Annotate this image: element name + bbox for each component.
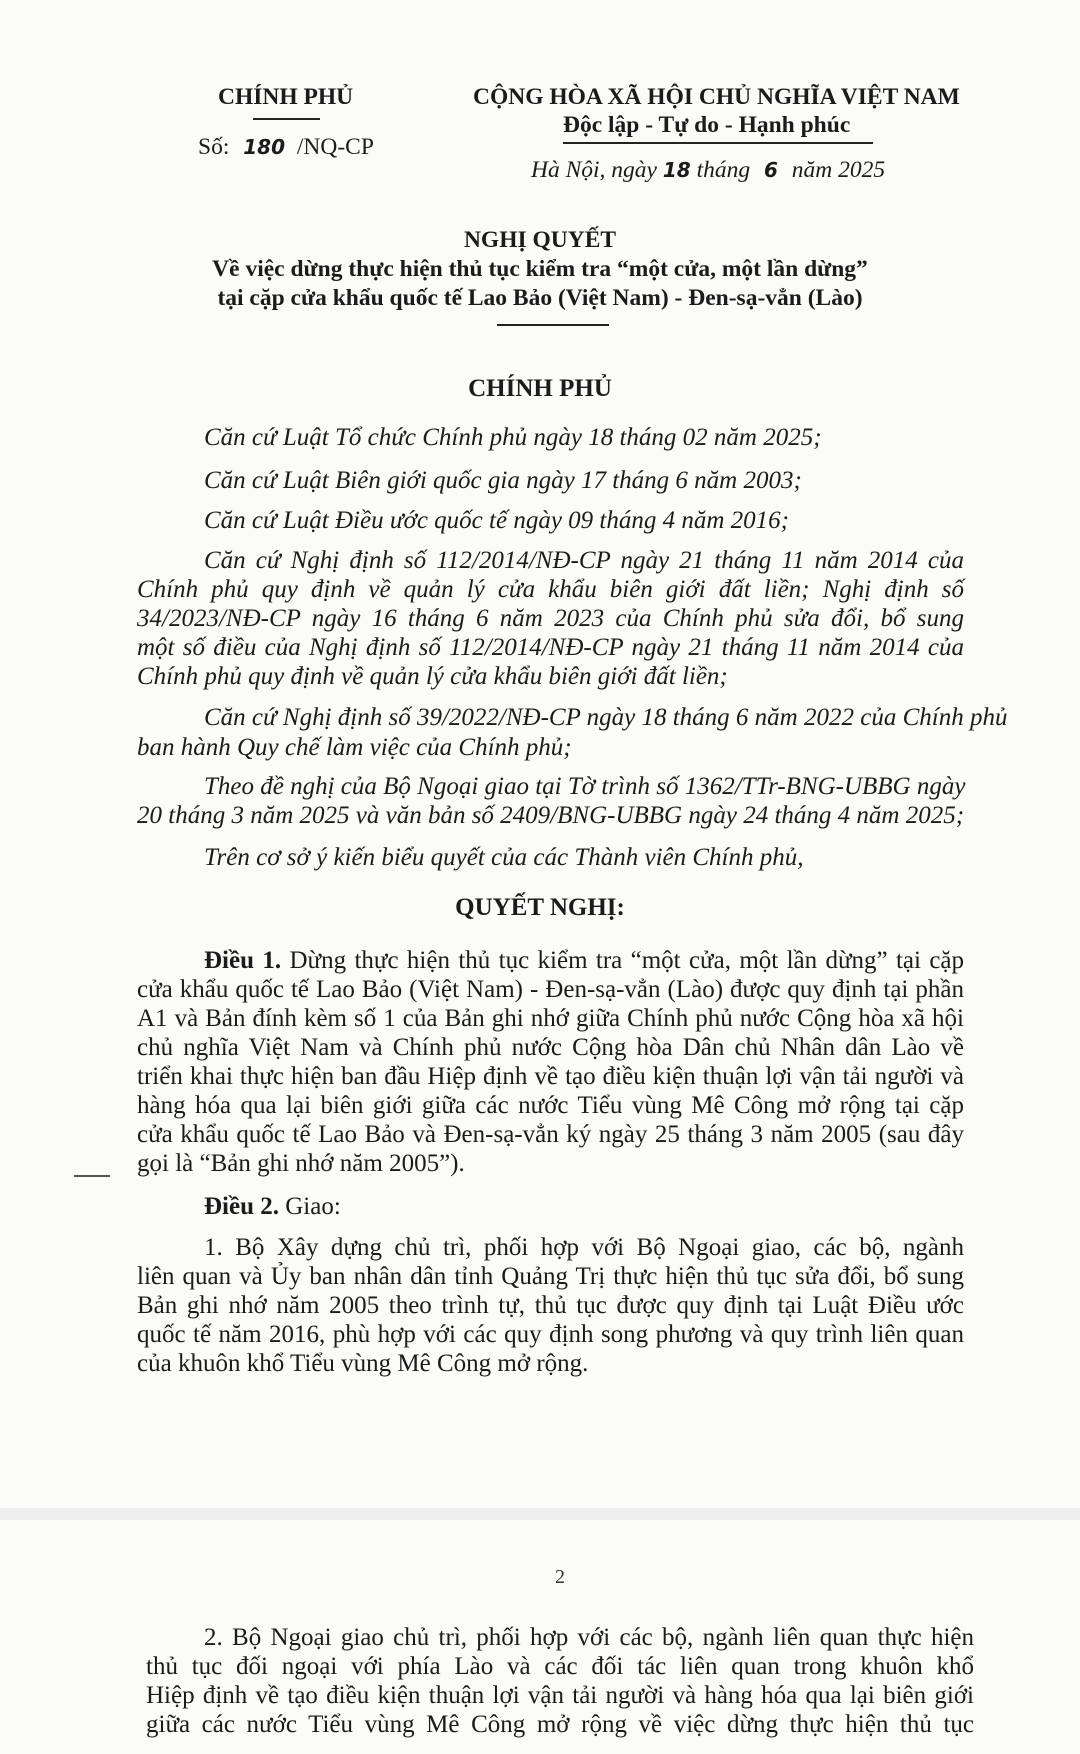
article-2-clause-1-line-3: Bản ghi nhớ năm 2005 theo trình tự, thủ tục được quy định tại Luật Điều ước (137, 1292, 964, 1319)
number-handwritten: 180 (243, 135, 285, 159)
preamble-4-line-1: Căn cứ Nghị định số 112/2014/NĐ-CP ngày 21 tháng 11 năm 2014 của (204, 547, 964, 574)
title-subline-1: Về việc dừng thực hiện thủ tục kiểm tra “một cửa, một lần dừng” (212, 256, 868, 282)
article-2-clause-2-line-4: giữa các nước Tiểu vùng Mê Công mở rộng về việc dừng thực hiện thủ tục (146, 1711, 974, 1738)
article-2-clause-2-line-1: 2. Bộ Ngoại giao chủ trì, phối hợp với các bộ, ngành liên quan thực hiện (204, 1624, 974, 1651)
motto-underline (563, 142, 873, 144)
agency-underline (253, 118, 320, 120)
preamble-4-line-4: một số điều của Nghị định số 112/2014/NĐ-CP ngày 21 tháng 11 năm 2014 của (137, 634, 964, 661)
number-prefix: Số: (198, 134, 230, 160)
number-suffix: /NQ-CP (296, 134, 374, 160)
article-1-line-7: cửa khẩu quốc tế Lao Bảo và Đen-sạ-vẳn ký ngày 25 tháng 3 năm 2005 (sau đây (137, 1121, 964, 1148)
date-place-label: Hà Nội, ngày (531, 157, 657, 183)
article-2-clause-1-line-2: liên quan và Ủy ban nhân dân tỉnh Quảng Trị thực hiện thủ tục sửa đổi, bổ sung (137, 1263, 964, 1290)
preamble-7: Trên cơ sở ý kiến biểu quyết của các Thành viên Chính phủ, (204, 844, 804, 871)
article-2-clause-1-line-4: quốc tế năm 2016, phù hợp với các quy định song phương và quy trình liên quan (137, 1321, 964, 1348)
margin-scan-mark (74, 1175, 110, 1177)
preamble-3: Căn cứ Luật Điều ước quốc tế ngày 09 tháng 4 năm 2016; (204, 507, 789, 534)
title-subline-2: tại cặp cửa khẩu quốc tế Lao Bảo (Việt Nam) - Đen-sạ-vẳn (Lào) (217, 285, 863, 311)
title-underline (497, 324, 609, 326)
preamble-5-line-1: Căn cứ Nghị định số 39/2022/NĐ-CP ngày 18 tháng 6 năm 2022 của Chính phủ (204, 704, 1008, 731)
article-1-line-3: A1 và Bản đính kèm số 1 của Bản ghi nhớ giữa Chính phủ nước Cộng hòa xã hội (137, 1005, 964, 1032)
decision-heading: QUYẾT NGHỊ: (455, 894, 625, 921)
article-1-text: Dừng thực hiện thủ tục kiểm tra “một cửa, một lần dừng” tại cặp (289, 947, 965, 974)
date-month: 6 (763, 158, 778, 182)
national-motto: Độc lập - Tự do - Hạnh phúc (563, 112, 851, 138)
article-2-clause-2-line-2: thủ tục đối ngoại với phía Lào và các đối tác liên quan trong khuôn khổ (146, 1653, 974, 1680)
article-2-clause-2-line-3: Hiệp định về tạo điều kiện thuận lợi vận tải người và hàng hóa qua lại biên giới (146, 1682, 974, 1709)
preamble-1: Căn cứ Luật Tổ chức Chính phủ ngày 18 tháng 02 năm 2025; (204, 424, 822, 451)
article-2-clause-1-line-1: 1. Bộ Xây dựng chủ trì, phối hợp với Bộ Ngoại giao, các bộ, ngành (204, 1234, 964, 1261)
document-title: NGHỊ QUYẾT (463, 227, 617, 253)
preamble-2: Căn cứ Luật Biên giới quốc gia ngày 17 tháng 6 năm 2003; (204, 467, 802, 494)
article-1-line-6: hàng hóa qua lại biên giới giữa các nước Tiểu vùng Mê Công mở rộng tại cặp (137, 1092, 964, 1119)
preamble-6-line-2: 20 tháng 3 năm 2025 và văn bản số 2409/BNG-UBBG ngày 24 tháng 4 năm 2025; (137, 802, 965, 829)
preamble-4-line-5: Chính phủ quy định về quản lý cửa khẩu biên giới đất liền; (137, 663, 728, 690)
article-2-text: Giao: (285, 1193, 341, 1220)
date-month-word: tháng (696, 157, 751, 183)
document-number (198, 134, 374, 161)
article-2-heading (204, 1193, 341, 1221)
article-1-label: Điều 1. (204, 947, 282, 974)
date-day: 18 (662, 158, 691, 182)
article-2-label: Điều 2. (204, 1193, 279, 1220)
article-1-line-8: gọi là “Bản ghi nhớ năm 2005”). (137, 1150, 465, 1177)
preamble-5-line-2: ban hành Quy chế làm việc của Chính phủ; (137, 734, 572, 761)
article-2-clause-1-line-5: của khuôn khổ Tiểu vùng Mê Công mở rộng. (137, 1350, 589, 1377)
page-number: 2 (555, 1566, 565, 1588)
preamble-4-line-2: Chính phủ quy định về quản lý cửa khẩu biên giới đất liền; Nghị định số (137, 576, 964, 603)
document-page-2 (0, 1520, 1080, 1754)
preamble-4-line-3: 34/2023/NĐ-CP ngày 16 tháng 6 năm 2023 của Chính phủ sửa đổi, bổ sung (137, 605, 964, 632)
issuer-heading: CHÍNH PHỦ (468, 375, 612, 402)
preamble-6-line-1: Theo đề nghị của Bộ Ngoại giao tại Tờ trình số 1362/TTr-BNG-UBBG ngày (204, 773, 966, 800)
agency-name: CHÍNH PHỦ (218, 84, 354, 110)
article-1-line-2: cửa khẩu quốc tế Lao Bảo (Việt Nam) - Đen-sạ-vẳn (Lào) được quy định tại phần (137, 976, 964, 1003)
article-1-line-1 (204, 947, 964, 975)
nation-name: CỘNG HÒA XÃ HỘI CHỦ NGHĨA VIỆT NAM (473, 84, 960, 110)
date-place (531, 157, 885, 184)
article-1-line-4: chủ nghĩa Việt Nam và Chính phủ nước Cộng hòa Dân chủ Nhân dân Lào về (137, 1034, 964, 1061)
date-year: năm 2025 (791, 157, 886, 183)
article-1-line-5: triển khai thực hiện ban đầu Hiệp định về tạo điều kiện thuận lợi vận tải người và (137, 1063, 964, 1090)
